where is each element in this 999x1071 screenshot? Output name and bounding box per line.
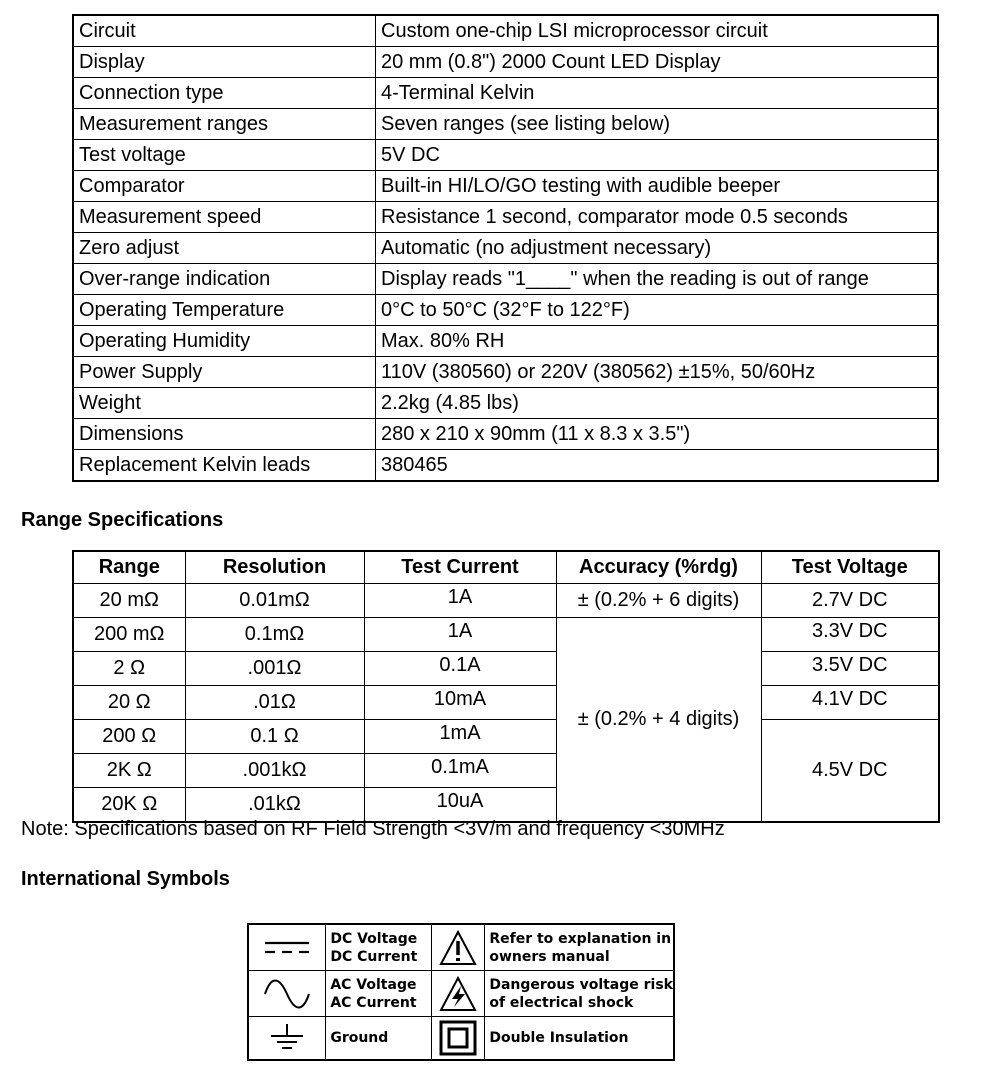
spec-value: 4-Terminal Kelvin bbox=[376, 78, 939, 109]
symbol-text: Double Insulation bbox=[489, 1030, 629, 1046]
symbol-text: Refer to explanation in bbox=[489, 930, 672, 947]
specifications-table bbox=[72, 14, 939, 482]
dc-symbol-icon bbox=[248, 924, 326, 971]
symbol-text: AC Voltage bbox=[330, 976, 417, 993]
header-test-voltage: Test Voltage bbox=[761, 551, 939, 584]
range-note: Note: Specifications based on RF Field Strength <3V/m and frequency <30MHz bbox=[21, 818, 725, 840]
spec-value: Resistance 1 second, comparator mode 0.5 seconds bbox=[376, 202, 939, 233]
current-cell: 10mA bbox=[364, 686, 556, 720]
resolution-cell: .01Ω bbox=[185, 686, 364, 720]
range-cell: 200 mΩ bbox=[73, 618, 185, 652]
spec-value: Max. 80% RH bbox=[376, 326, 939, 357]
warning-label bbox=[485, 924, 674, 971]
table-row bbox=[73, 357, 938, 388]
range-header-row bbox=[73, 551, 939, 584]
voltage-cell: 2.7V DC bbox=[761, 584, 939, 618]
accuracy-cell: ± (0.2% + 6 digits) bbox=[556, 584, 761, 618]
range-cell: 20K Ω bbox=[73, 788, 185, 823]
spec-label: Weight bbox=[73, 388, 376, 419]
current-cell: 0.1mA bbox=[364, 754, 556, 788]
table-row bbox=[73, 652, 939, 686]
symbols-row bbox=[248, 971, 674, 1017]
range-specifications-table bbox=[72, 550, 940, 823]
double-insulation-icon bbox=[432, 1017, 485, 1061]
table-row bbox=[73, 171, 938, 202]
spec-value: 20 mm (0.8") 2000 Count LED Display bbox=[376, 47, 939, 78]
spec-label: Over-range indication bbox=[73, 264, 376, 295]
header-accuracy: Accuracy (%rdg) bbox=[556, 551, 761, 584]
spec-label: Measurement speed bbox=[73, 202, 376, 233]
symbol-text: Ground bbox=[330, 1030, 389, 1046]
ac-label bbox=[326, 971, 432, 1017]
spec-value: Automatic (no adjustment necessary) bbox=[376, 233, 939, 264]
spec-label: Operating Temperature bbox=[73, 295, 376, 326]
accuracy-cell: ± (0.2% + 4 digits) bbox=[556, 618, 761, 823]
resolution-cell: 0.1mΩ bbox=[185, 618, 364, 652]
spec-value: 5V DC bbox=[376, 140, 939, 171]
header-range: Range bbox=[73, 551, 185, 584]
table-row bbox=[73, 584, 939, 618]
header-test-current: Test Current bbox=[364, 551, 556, 584]
spec-label: Operating Humidity bbox=[73, 326, 376, 357]
ground-icon bbox=[248, 1017, 326, 1061]
spec-value: Seven ranges (see listing below) bbox=[376, 109, 939, 140]
table-row bbox=[73, 78, 938, 109]
table-row bbox=[73, 233, 938, 264]
symbols-table bbox=[247, 923, 675, 1061]
spec-value: Display reads "1____" when the reading is out of range bbox=[376, 264, 939, 295]
spec-label: Connection type bbox=[73, 78, 376, 109]
spec-value: 280 x 210 x 90mm (11 x 8.3 x 3.5") bbox=[376, 419, 939, 450]
spec-label: Comparator bbox=[73, 171, 376, 202]
symbol-text: owners manual bbox=[489, 948, 610, 965]
range-cell: 20 mΩ bbox=[73, 584, 185, 618]
voltage-cell: 4.1V DC bbox=[761, 686, 939, 720]
range-cell: 200 Ω bbox=[73, 720, 185, 754]
warning-triangle-icon bbox=[432, 924, 485, 971]
double-insulation-label bbox=[485, 1017, 674, 1061]
table-row bbox=[73, 264, 938, 295]
spec-label: Measurement ranges bbox=[73, 109, 376, 140]
voltage-cell: 4.5V DC bbox=[761, 720, 939, 823]
current-cell: 1mA bbox=[364, 720, 556, 754]
current-cell: 1A bbox=[364, 584, 556, 618]
table-row bbox=[73, 686, 939, 720]
symbol-text: AC Current bbox=[330, 994, 417, 1011]
table-row bbox=[73, 295, 938, 326]
voltage-cell: 3.5V DC bbox=[761, 652, 939, 686]
spec-label: Circuit bbox=[73, 15, 376, 47]
table-row bbox=[73, 720, 939, 754]
spec-value: 380465 bbox=[376, 450, 939, 482]
table-row bbox=[73, 388, 938, 419]
spec-label: Test voltage bbox=[73, 140, 376, 171]
spec-value: 2.2kg (4.85 lbs) bbox=[376, 388, 939, 419]
spec-label: Replacement Kelvin leads bbox=[73, 450, 376, 482]
resolution-cell: .001Ω bbox=[185, 652, 364, 686]
ground-label bbox=[326, 1017, 432, 1061]
spec-label: Dimensions bbox=[73, 419, 376, 450]
resolution-cell: 0.1 Ω bbox=[185, 720, 364, 754]
symbols-row bbox=[248, 1017, 674, 1061]
symbol-text: Dangerous voltage risk bbox=[489, 976, 673, 993]
current-cell: 1A bbox=[364, 618, 556, 652]
dc-label bbox=[326, 924, 432, 971]
international-symbols-heading: International Symbols bbox=[21, 868, 230, 890]
symbol-text: of electrical shock bbox=[489, 994, 634, 1011]
symbol-text: DC Current bbox=[330, 948, 418, 965]
range-specifications-heading: Range Specifications bbox=[21, 509, 224, 531]
table-row bbox=[73, 109, 938, 140]
table-row bbox=[73, 450, 938, 482]
table-row bbox=[73, 202, 938, 233]
current-cell: 0.1A bbox=[364, 652, 556, 686]
resolution-cell: .001kΩ bbox=[185, 754, 364, 788]
spec-label: Zero adjust bbox=[73, 233, 376, 264]
spec-label: Display bbox=[73, 47, 376, 78]
range-cell: 2 Ω bbox=[73, 652, 185, 686]
spec-value: 0°C to 50°C (32°F to 122°F) bbox=[376, 295, 939, 326]
shock-hazard-icon bbox=[432, 971, 485, 1017]
voltage-cell: 3.3V DC bbox=[761, 618, 939, 652]
table-row bbox=[73, 15, 938, 47]
resolution-cell: 0.01mΩ bbox=[185, 584, 364, 618]
table-row bbox=[73, 326, 938, 357]
table-row bbox=[73, 618, 939, 652]
ac-sine-icon bbox=[248, 971, 326, 1017]
range-cell: 2K Ω bbox=[73, 754, 185, 788]
spec-value: 110V (380560) or 220V (380562) ±15%, 50/60Hz bbox=[376, 357, 939, 388]
range-cell: 20 Ω bbox=[73, 686, 185, 720]
table-row bbox=[73, 47, 938, 78]
table-row bbox=[73, 419, 938, 450]
spec-value: Built-in HI/LO/GO testing with audible beeper bbox=[376, 171, 939, 202]
header-resolution: Resolution bbox=[185, 551, 364, 584]
resolution-cell: .01kΩ bbox=[185, 788, 364, 823]
symbol-text: DC Voltage bbox=[330, 930, 418, 947]
symbols-row bbox=[248, 924, 674, 971]
shock-label bbox=[485, 971, 674, 1017]
current-cell: 10uA bbox=[364, 788, 556, 823]
table-row bbox=[73, 140, 938, 171]
spec-label: Power Supply bbox=[73, 357, 376, 388]
spec-value: Custom one-chip LSI microprocessor circuit bbox=[376, 15, 939, 47]
